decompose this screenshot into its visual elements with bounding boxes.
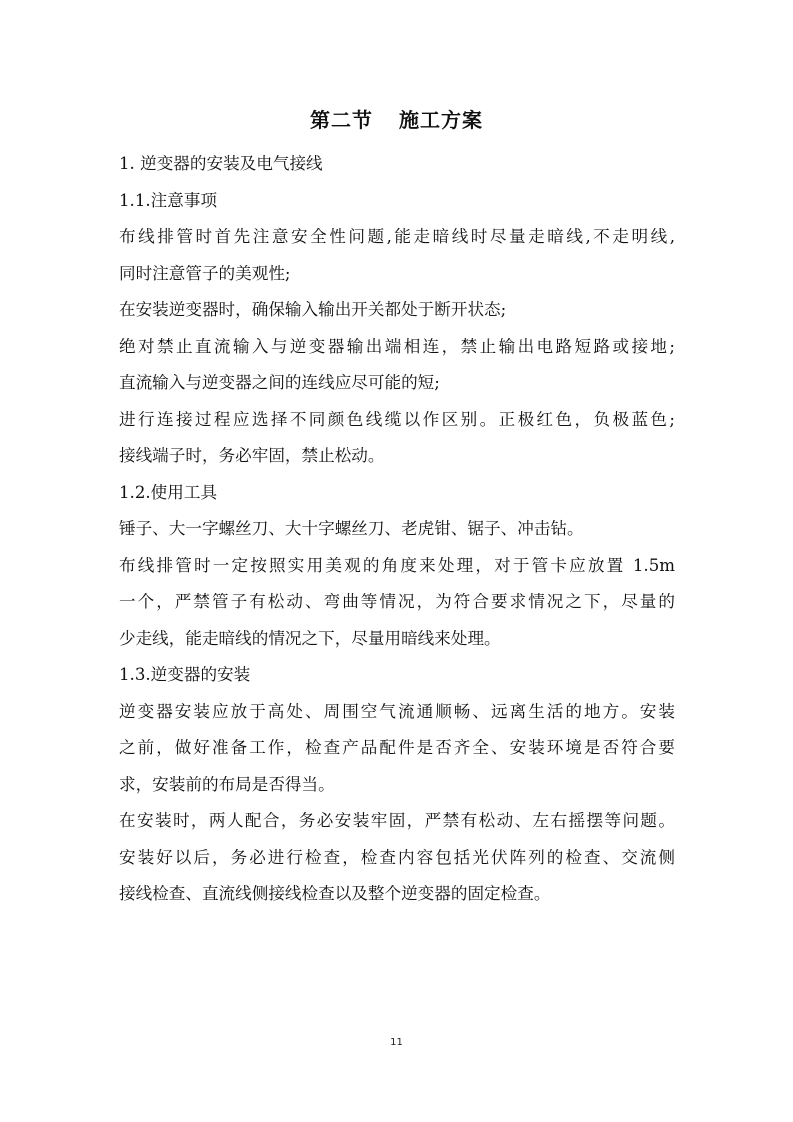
paragraph-line: 少走线，能走暗线的情况之下，尽量用暗线来处理。 (119, 628, 501, 648)
paragraph-line: 之前，做好准备工作，检查产品配件是否齐全、安装环境是否符合要 (119, 738, 675, 757)
heading-1-1: 1.1.注意事项 (119, 190, 218, 210)
paragraph-line: 安装好以后，务必进行检查，检查内容包括光伏阵列的检查、交流侧 (119, 847, 675, 867)
paragraph-line: 布线排管时一定按照实用美观的角度来处理，对于管卡应放置 1.5m (119, 555, 675, 575)
paragraph-line: 锤子、大一字螺丝刀、大十字螺丝刀、老虎钳、锯子、冲击钻。 (119, 519, 584, 538)
paragraph-line: 接线端子时，务必牢固，禁止松动。 (119, 446, 385, 465)
paragraph-line: 进行连接过程应选择不同颜色线缆以作区别。正极红色，负极蓝色; (119, 409, 675, 429)
heading-1: 1. 逆变器的安装及电气接线 (119, 154, 323, 173)
paragraph-line: 在安装逆变器时，确保输入输出开关都处于断开状态; (119, 300, 507, 319)
paragraph-line: 绝对禁止直流输入与逆变器输出端相连，禁止输出电路短路或接地; (119, 336, 675, 356)
paragraph-line: 同时注意管子的美观性; (119, 263, 291, 283)
page-number: 11 (390, 1037, 403, 1048)
paragraph-line: 接线检查、直流线侧接线检查以及整个逆变器的固定检查。 (119, 884, 551, 903)
paragraph-line: 直流输入与逆变器之间的连线应尽可能的短; (119, 373, 440, 392)
paragraph-line: 求，安装前的布局是否得当。 (119, 774, 335, 794)
paragraph-line: 布线排管时首先注意安全性问题,能走暗线时尽量走暗线,不走明线, (119, 227, 675, 246)
section-number: 第二节 (310, 108, 373, 132)
paragraph-line: 逆变器安装应放于高处、周围空气流通顺畅、远离生活的地方。安装 (119, 701, 675, 721)
heading-1-2: 1.2.使用工具 (119, 482, 218, 502)
section-title (0, 104, 793, 133)
paragraph-line: 在安装时，两人配合，务必安装牢固，严禁有松动、左右摇摆等问题。 (119, 811, 675, 830)
paragraph-line: 一个，严禁管子有松动、弯曲等情况，为符合要求情况之下，尽量的 (119, 592, 675, 611)
section-name: 施工方案 (399, 108, 483, 132)
document-body (119, 146, 675, 913)
heading-1-3: 1.3.逆变器的安装 (119, 665, 251, 684)
